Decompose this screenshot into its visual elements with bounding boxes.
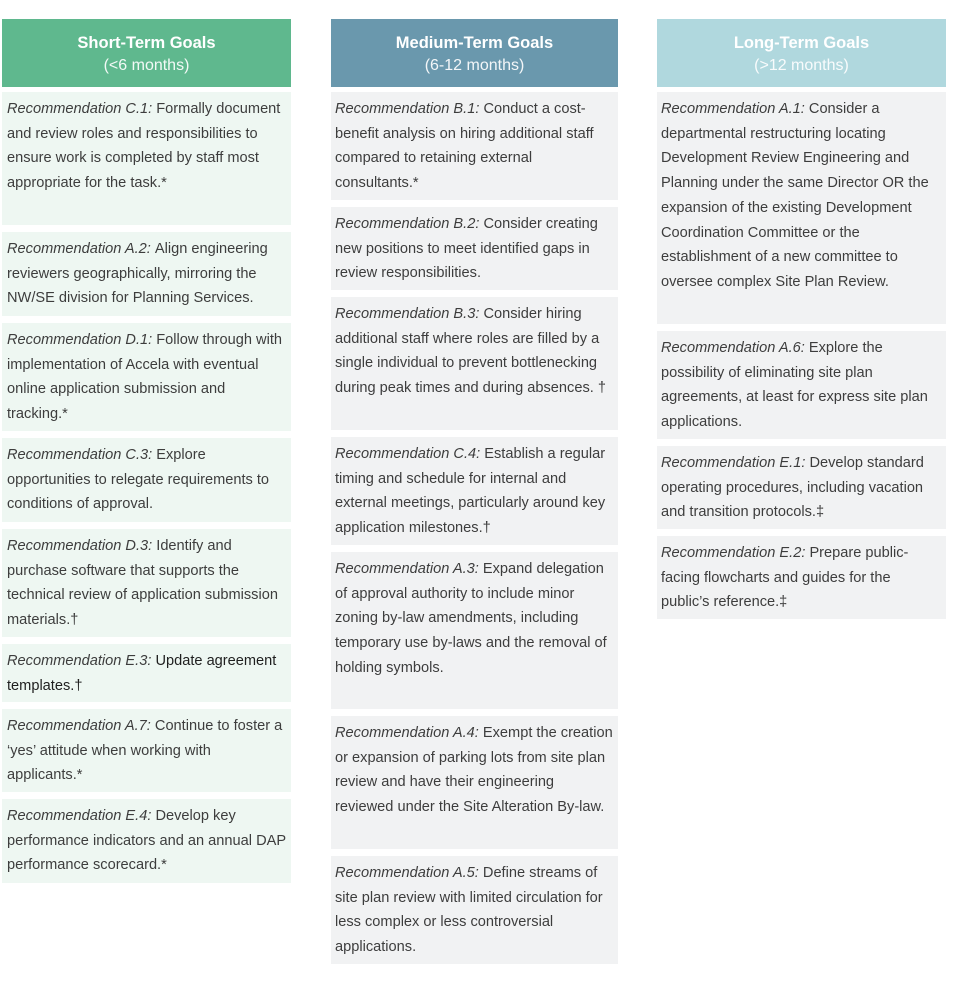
recommendation-label: Recommendation A.5: [335,865,483,881]
recommendation-text: Conduct a cost-benefit analysis on hiring additional staff compared to retaining external consultants.* [335,101,594,192]
short-term-column [2,19,291,890]
recommendation-label: Recommendation A.7: [7,718,155,734]
recommendation-text: Develop key performance indicators and an annual DAP performance scorecard.* [7,808,286,874]
recommendation-card [331,716,618,849]
recommendation-text: Identify and purchase software that supports the technical review of application submission materials.† [7,538,278,629]
medium-term-title: Medium-Term Goals [395,34,554,52]
recommendation-text: Continue to foster a ‘yes’ attitude when working with applicants.* [7,718,283,784]
recommendation-label: Recommendation C.3: [7,447,157,463]
recommendation-label: Recommendation E.1: [661,455,810,471]
recommendation-card [331,552,618,709]
recommendation-card [2,644,291,702]
recommendation-label: Recommendation A.3: [335,561,483,577]
recommendation-text: Consider a departmental restructuring locating Development Review Engineering and Planning under the same Director OR the expansion of the existing Development Coordination Committee or the establishment of a new committee to oversee complex Site Plan Review. [661,101,929,290]
recommendation-card [2,799,291,883]
recommendation-text: Develop standard operating procedures, including vacation and transition protocols.‡ [661,455,924,521]
recommendation-text: Update agreement templates.† [7,653,277,694]
recommendation-text: Explore opportunities to relegate requirements to conditions of approval. [7,447,270,513]
recommendation-text: Explore the possibility of eliminating site plan agreements, at least for express site plan applications. [661,340,928,431]
recommendation-card [2,323,291,431]
recommendation-card [657,331,946,439]
recommendation-text: Exempt the creation or expansion of parking lots from site plan review and have their engineering reviewed under the Site Alteration By-law. [335,725,613,816]
recommendation-text: Consider hiring additional staff where roles are filled by a single individual to prevent bottlenecking during peak times and during absences. † [335,306,606,397]
long-term-title: Long-Term Goals [733,34,870,52]
short-term-subtitle: (<6 months) [103,57,190,74]
recommendation-label: Recommendation B.3: [335,306,484,322]
recommendation-card [2,529,291,637]
recommendation-label: Recommendation E.3: [7,653,156,669]
recommendation-label: Recommendation A.6: [661,340,809,356]
recommendation-card [657,92,946,324]
recommendation-label: Recommendation B.2: [335,216,484,232]
recommendation-label: Recommendation D.1: [7,332,157,348]
recommendation-label: Recommendation C.1: [7,101,157,117]
recommendation-card [331,856,618,964]
recommendation-card [2,232,291,316]
recommendation-card [331,437,618,545]
recommendation-label: Recommendation A.2: [7,241,155,257]
recommendation-text: Define streams of site plan review with limited circulation for less complex or less controversial applications. [335,865,603,956]
recommendation-text: Follow through with implementation of Accela with eventual online application submission and tracking.* [7,332,282,423]
recommendation-card [331,92,618,200]
recommendation-text: Consider creating new positions to meet identified gaps in review responsibilities. [335,216,598,282]
recommendation-label: Recommendation D.3: [7,538,157,554]
recommendation-card [657,536,946,619]
recommendation-label: Recommendation A.4: [335,725,483,741]
recommendation-card [331,297,618,430]
recommendation-card [2,92,291,225]
recommendation-label: Recommendation E.2: [661,545,810,561]
medium-term-column [331,19,618,971]
short-term-title: Short-Term Goals [77,34,216,52]
recommendation-label: Recommendation A.1: [661,101,809,117]
recommendation-label: Recommendation E.4: [7,808,156,824]
recommendation-card [657,446,946,529]
recommendation-label: Recommendation C.4: [335,446,485,462]
recommendation-card [2,709,291,792]
long-term-header [657,19,946,87]
recommendation-label: Recommendation B.1: [335,101,484,117]
recommendation-text: Align engineering reviewers geographically, mirroring the NW/SE division for Planning Services. [7,241,268,307]
recommendation-text: Expand delegation of approval authority to include minor zoning by-law amendments, including temporary use by-laws and the removal of holding symbols. [335,561,607,676]
medium-term-header [331,19,618,87]
recommendation-card [331,207,618,290]
recommendation-text: Establish a regular timing and schedule for internal and external meetings, particularly around key application milestones.† [335,446,606,537]
recommendation-text: Formally document and review roles and responsibilities to ensure work is completed by staff most appropriate for the task.* [7,101,281,192]
medium-term-subtitle: (6-12 months) [424,57,525,74]
short-term-header [2,19,291,87]
long-term-subtitle: (>12 months) [754,57,849,74]
recommendation-text: Prepare public-facing flowcharts and guides for the public’s reference.‡ [661,545,909,611]
long-term-column [657,19,946,626]
recommendation-card [2,438,291,522]
